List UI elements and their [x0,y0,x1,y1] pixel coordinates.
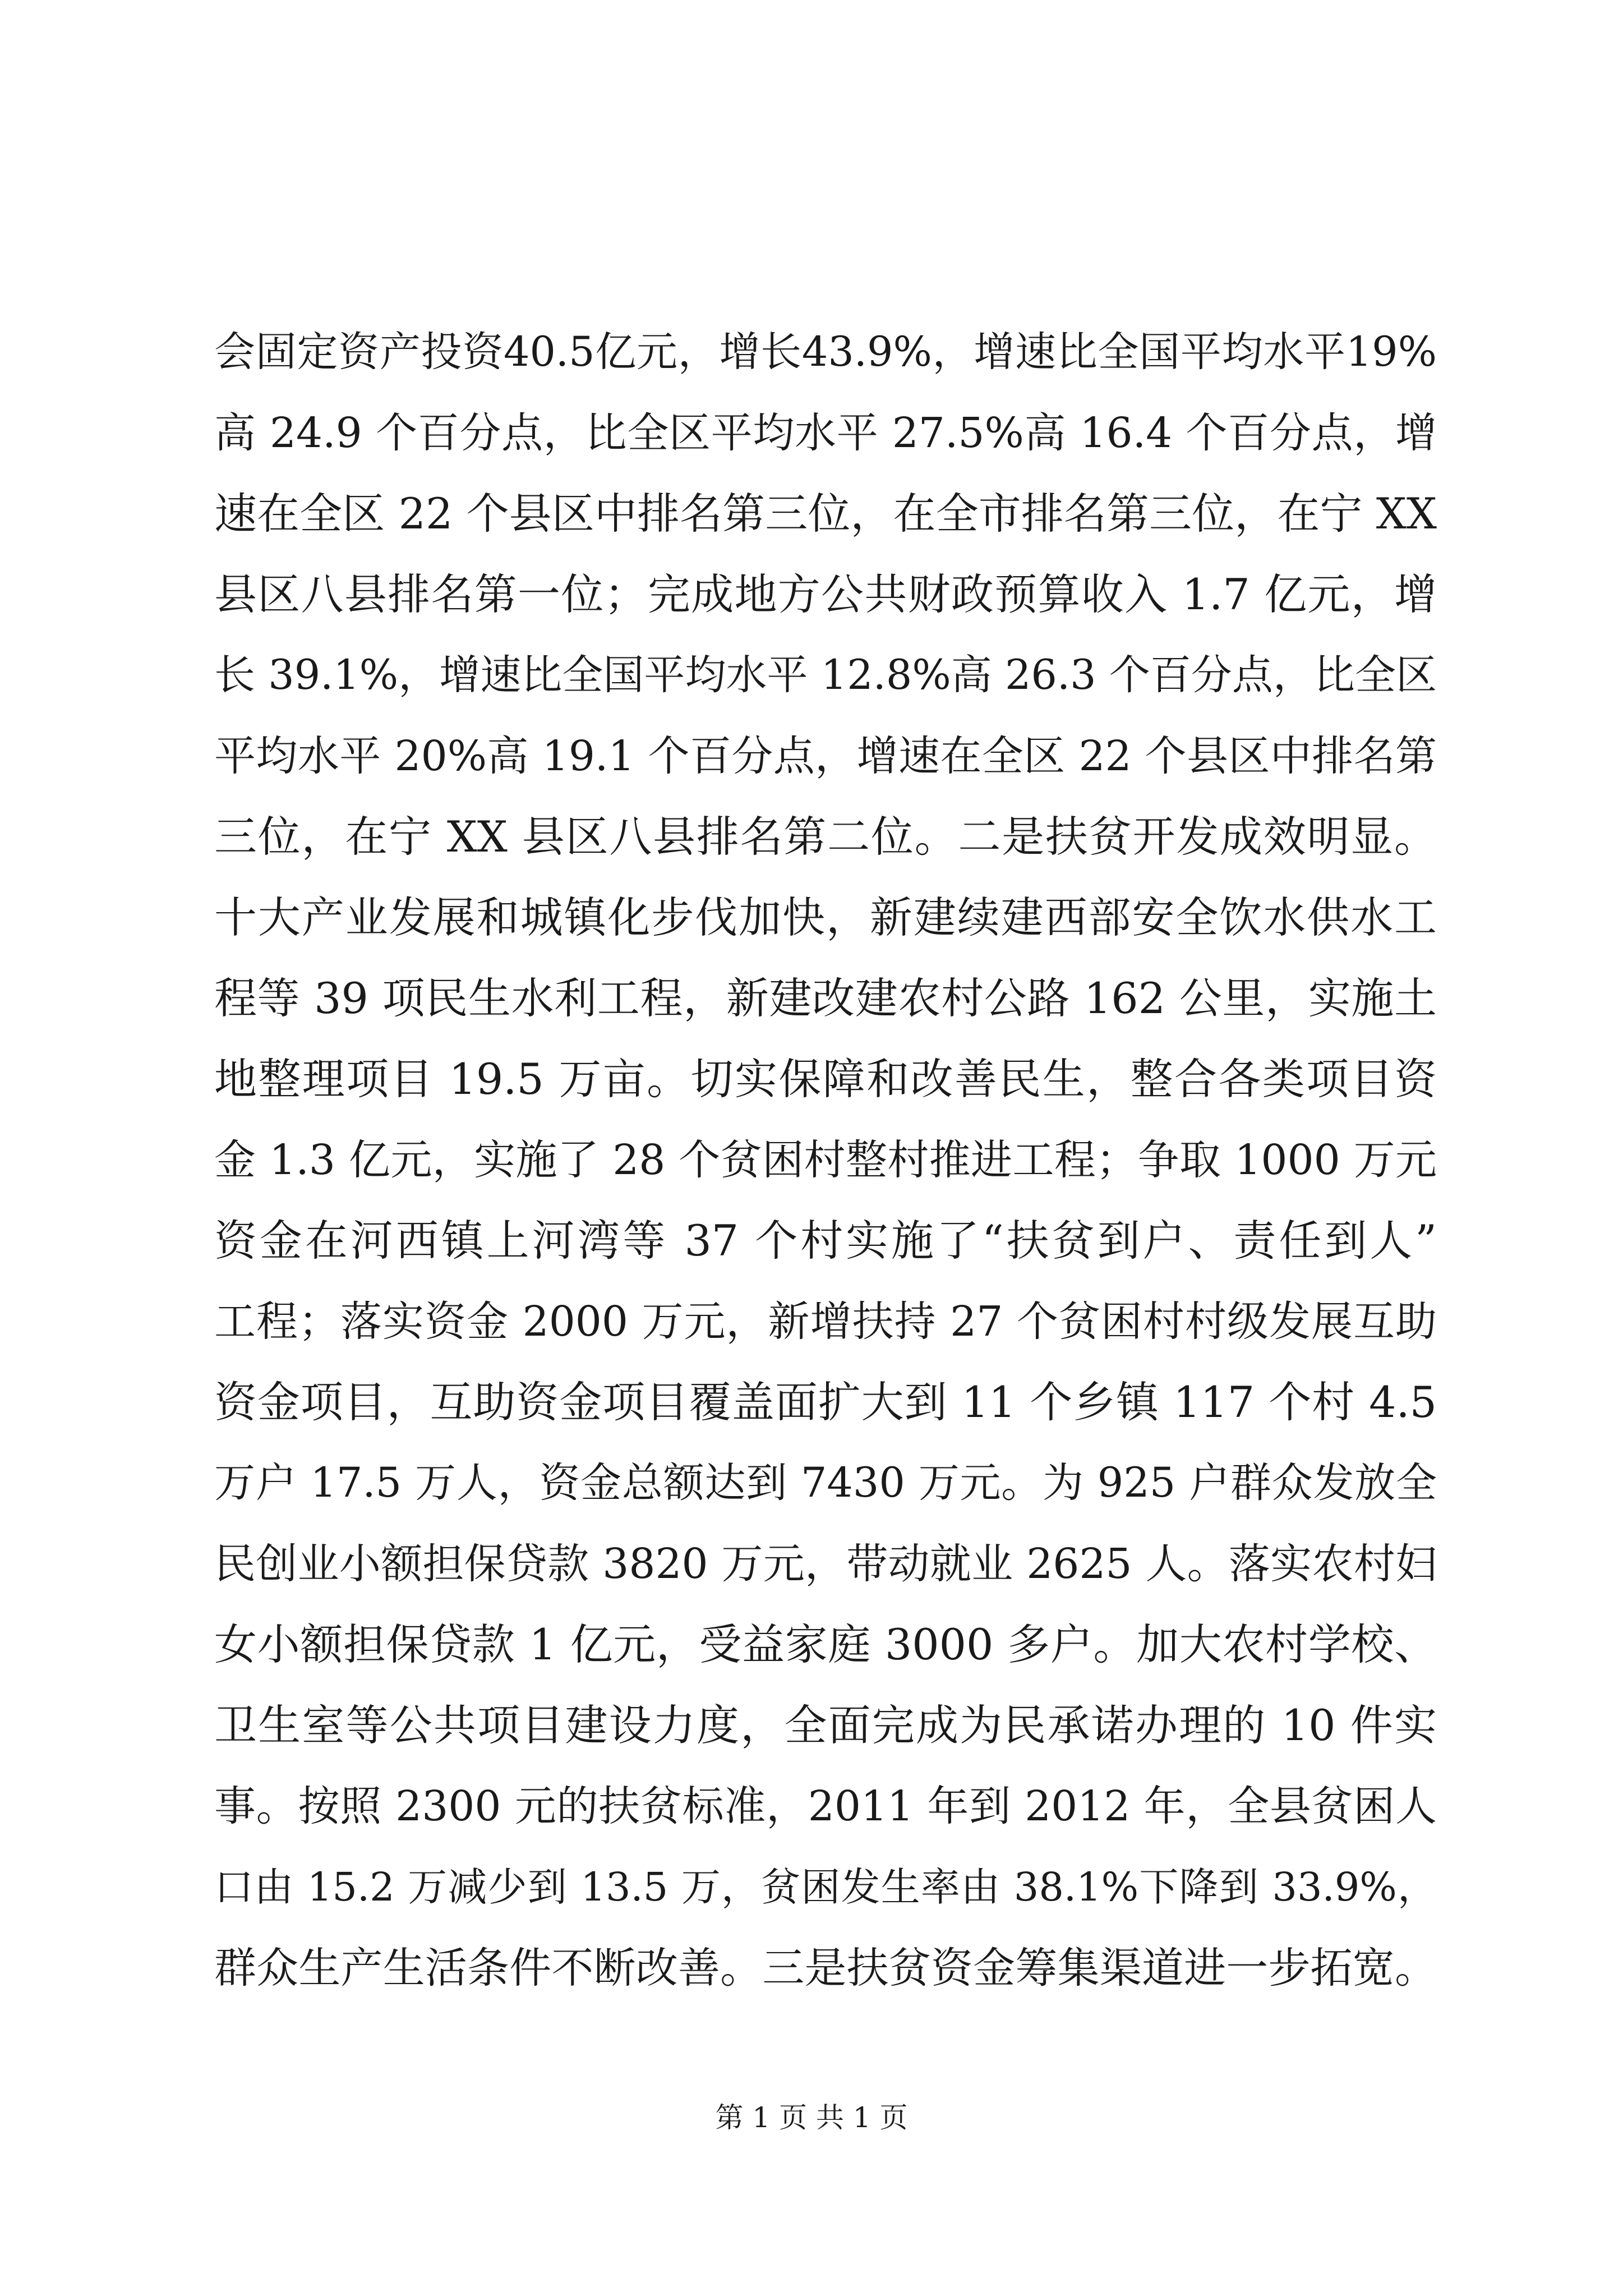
text-line: 平均水平 20%高 19.1 个百分点，增速在全区 22 个县区中排名第 [214,732,1437,780]
text-line: 事。按照 2300 元的扶贫标准，2011 年到 2012 年，全县贫困人 [214,1782,1437,1830]
text-line: 女小额担保贷款 1 亿元，受益家庭 3000 多户。加大农村学校、 [214,1619,1437,1669]
page-footer: 第 1 页 共 1 页 [715,2101,908,2134]
text-line: 工程；落实资金 2000 万元，新增扶持 27 个贫困村村级发展互助 [214,1297,1437,1346]
text-line: 三位，在宁 XX 县区八县排名第二位。二是扶贫开发成效明显。 [214,812,1437,862]
text-line: 资金项目，互助资金项目覆盖面扩大到 11 个乡镇 117 个村 4.5 [214,1377,1437,1427]
text-line: 民创业小额担保贷款 3820 万元，带动就业 2625 人。落实农村妇 [214,1540,1437,1588]
text-line: 长 39.1%，增速比全国平均水平 12.8%高 26.3 个百分点，比全区 [214,651,1437,699]
text-line: 群众生产生活条件不断改善。三是扶贫资金筹集渠道进一步拓宽。 [214,1943,1437,1993]
text-line: 程等 39 项民生水利工程，新建改建农村公路 162 公里，实施土 [214,973,1437,1023]
text-line: 速在全区 22 个县区中排名第三位，在全市排名第三位，在宁 XX [214,489,1437,539]
text-line: 县区八县排名第一位；完成地方公共财政预算收入 1.7 亿元，增 [214,569,1437,619]
text-line: 高 24.9 个百分点，比全区平均水平 27.5%高 16.4 个百分点，增 [214,409,1437,457]
text-line: 地整理项目 19.5 万亩。切实保障和改善民生，整合各类项目资 [214,1054,1437,1104]
text-line: 万户 17.5 万人，资金总额达到 7430 万元。为 925 户群众发放全 [214,1459,1437,1507]
text-line: 口由 15.2 万减少到 13.5 万，贫困发生率由 38.1%下降到 33.9%， [214,1864,1437,1910]
body-paragraph [214,312,1437,2008]
text-line: 卫生室等公共项目建设力度，全面完成为民承诺办理的 10 件实 [214,1700,1437,1750]
text-line: 资金在河西镇上河湾等 37 个村实施了“扶贫到户、责任到人” [214,1216,1437,1266]
text-line: 会固定资产投资40.5亿元，增长43.9%，增速比全国平均水平19% [214,328,1437,376]
text-line: 金 1.3 亿元，实施了 28 个贫困村整村推进工程；争取 1000 万元 [214,1136,1437,1184]
text-line: 十大产业发展和城镇化步伐加快，新建续建西部安全饮水供水工 [214,892,1437,942]
